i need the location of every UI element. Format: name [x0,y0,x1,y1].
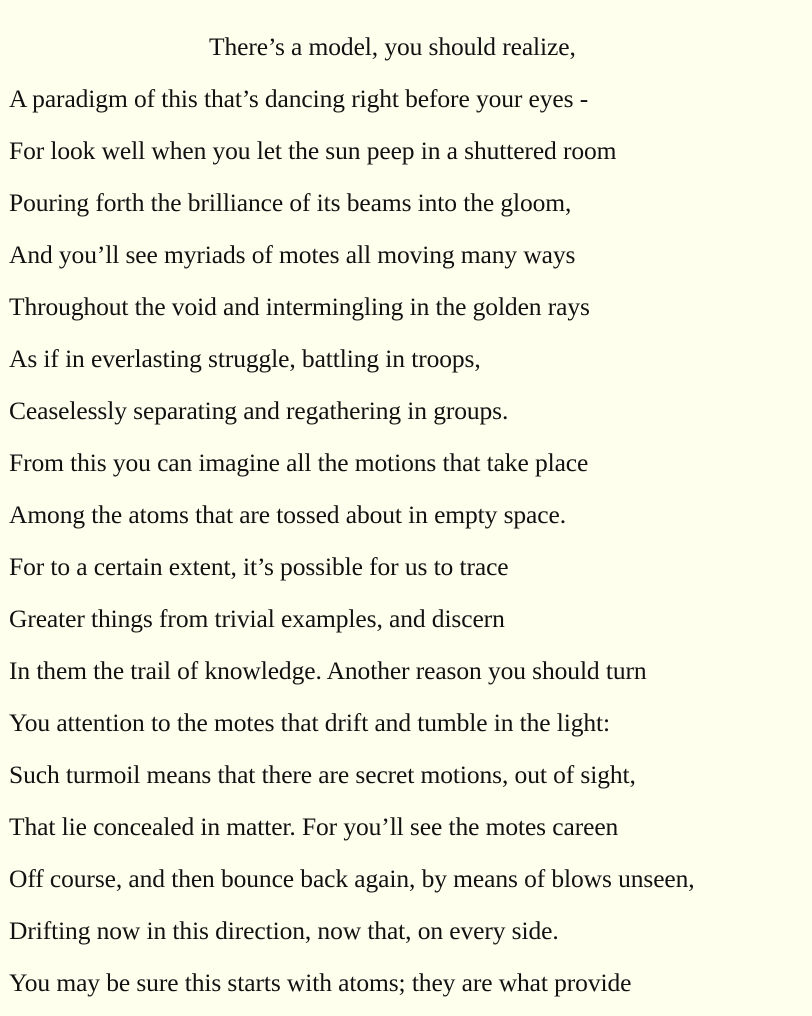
poem-line: That lie concealed in matter. For you’ll see the motes careen [9,812,619,841]
poem-line: Greater things from trivial examples, and discern [9,604,505,633]
poem-line: Drifting now in this direction, now that, on every side. [9,916,559,945]
poem-line: In them the trail of knowledge. Another reason you should turn [9,656,647,685]
poem-line: Pouring forth the brilliance of its beams into the gloom, [9,188,572,217]
poem-line: Such turmoil means that there are secret motions, out of sight, [9,760,636,789]
poem-line: As if in everlasting struggle, battling in troops, [9,344,481,373]
poem-line: And you’ll see myriads of motes all moving many ways [9,240,576,269]
poem-line: There’s a model, you should realize, [209,32,576,61]
poem-line: You may be sure this starts with atoms; they are what provide [9,968,632,997]
poem-line: You attention to the motes that drift and tumble in the light: [9,708,611,737]
poem-line: Throughout the void and intermingling in the golden rays [9,292,590,321]
poem-line: Off course, and then bounce back again, by means of blows unseen, [9,864,695,893]
poem-line: For look well when you let the sun peep in a shuttered room [9,136,617,165]
poem-line: Among the atoms that are tossed about in empty space. [9,500,566,529]
poem-line: For to a certain extent, it’s possible for us to trace [9,552,509,581]
poem-line: From this you can imagine all the motions that take place [9,448,589,477]
poem-line: A paradigm of this that’s dancing right before your eyes - [9,84,589,113]
poem-line: Ceaselessly separating and regathering in groups. [9,396,509,425]
